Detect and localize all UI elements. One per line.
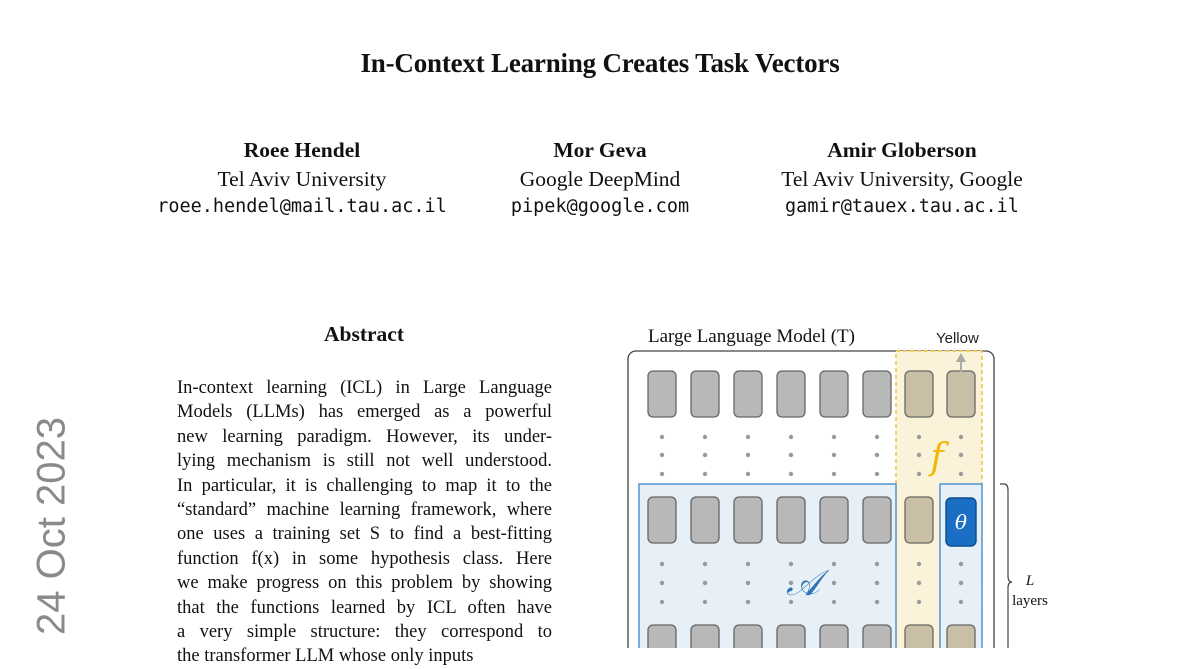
layer-ellipsis-dot xyxy=(789,472,793,476)
hidden-state-token xyxy=(734,497,762,543)
author-name: Amir Globerson xyxy=(827,138,977,162)
layer-ellipsis-dot xyxy=(875,562,879,566)
layer-ellipsis-dot xyxy=(959,581,963,585)
hidden-state-token xyxy=(777,625,805,648)
author-affiliation: Tel Aviv University xyxy=(217,166,387,191)
abstract-line: one uses a training set S to find a best-fitting xyxy=(177,524,552,545)
layer-ellipsis-dot xyxy=(703,435,707,439)
layer-ellipsis-dot xyxy=(875,600,879,604)
abstract-line: lying mechanism is still not well understood. xyxy=(177,451,552,472)
abstract-body xyxy=(177,376,552,669)
layer-ellipsis-dot xyxy=(917,472,921,476)
hidden-state-token xyxy=(734,625,762,648)
hidden-state-token xyxy=(777,371,805,417)
layer-ellipsis-dot xyxy=(746,435,750,439)
theta-symbol: θ xyxy=(954,510,968,534)
hidden-state-token xyxy=(820,497,848,543)
layer-ellipsis-dot xyxy=(660,435,664,439)
hidden-state-token xyxy=(820,625,848,648)
abstract-line: In particular, it is challenging to map it to the xyxy=(177,475,552,496)
layer-ellipsis-dot xyxy=(746,600,750,604)
abstract-line: Models (LLMs) has emerged as a powerful xyxy=(177,402,552,423)
hidden-state-token xyxy=(947,371,975,417)
layer-ellipsis-dot xyxy=(746,453,750,457)
layer-ellipsis-dot xyxy=(746,562,750,566)
author-email[interactable]: gamir@tauex.tau.ac.il xyxy=(785,196,1019,217)
author-name: Mor Geva xyxy=(553,138,647,162)
output-token-label: Yellow xyxy=(936,330,979,347)
layer-ellipsis-dot xyxy=(959,435,963,439)
author-name: Roee Hendel xyxy=(243,138,361,162)
abstract-heading: Abstract xyxy=(323,322,404,346)
abstract-line: new learning paradigm. However, its under- xyxy=(177,426,552,447)
hidden-state-token xyxy=(648,497,676,543)
hidden-state-token xyxy=(905,497,933,543)
layer-ellipsis-dot xyxy=(832,435,836,439)
abstract-line: the transformer LLM whose only inputs xyxy=(177,646,474,667)
layer-ellipsis-dot xyxy=(832,453,836,457)
layer-ellipsis-dot xyxy=(875,581,879,585)
layer-ellipsis-dot xyxy=(746,581,750,585)
abstract-line: that the functions learned by ICL often have xyxy=(177,597,552,618)
layer-ellipsis-dot xyxy=(660,453,664,457)
layer-ellipsis-dot xyxy=(789,453,793,457)
hidden-state-token xyxy=(648,625,676,648)
layer-ellipsis-dot xyxy=(917,453,921,457)
layer-ellipsis-dot xyxy=(959,562,963,566)
hidden-state-token xyxy=(863,371,891,417)
layer-ellipsis-dot xyxy=(875,472,879,476)
paper-title: In-Context Learning Creates Task Vectors xyxy=(360,48,840,78)
task-vector-figure xyxy=(620,318,1060,648)
layers-label-text: layers xyxy=(1012,593,1048,609)
layer-ellipsis-dot xyxy=(832,472,836,476)
layer-ellipsis-dot xyxy=(746,472,750,476)
layer-ellipsis-dot xyxy=(789,435,793,439)
layer-ellipsis-dot xyxy=(875,453,879,457)
hidden-state-token xyxy=(947,625,975,648)
layer-ellipsis-dot xyxy=(660,562,664,566)
layer-ellipsis-dot xyxy=(703,472,707,476)
abstract-line: “standard” machine learning framework, where xyxy=(177,500,552,521)
arxiv-side-date: 24 Oct 2023 xyxy=(29,417,74,635)
author-email[interactable]: pipek@google.com xyxy=(510,196,690,217)
layer-ellipsis-dot xyxy=(959,600,963,604)
figure-title: Large Language Model (T) xyxy=(648,326,855,347)
hidden-state-token xyxy=(777,497,805,543)
abstract-line: In-context learning (ICL) in Large Language xyxy=(177,378,552,398)
layer-ellipsis-dot xyxy=(832,600,836,604)
abstract-line: a very simple structure: they correspond to xyxy=(177,622,552,643)
layers-label-l: L xyxy=(1025,573,1035,589)
hidden-state-token xyxy=(691,497,719,543)
author-block-3 xyxy=(758,136,1046,222)
f-symbol: f xyxy=(930,437,944,478)
layer-ellipsis-dot xyxy=(660,472,664,476)
layer-ellipsis-dot xyxy=(660,581,664,585)
layer-ellipsis-dot xyxy=(875,435,879,439)
author-block-2 xyxy=(490,136,710,222)
hidden-state-token xyxy=(691,371,719,417)
author-affiliation: Google DeepMind xyxy=(519,166,681,191)
abstract-line: we make progress on this problem by showing xyxy=(177,573,552,594)
a-region xyxy=(639,484,896,648)
layer-ellipsis-dot xyxy=(703,453,707,457)
abstract-line: function f(x) in some hypothesis class. Here xyxy=(177,548,552,569)
author-block-1 xyxy=(140,136,464,222)
layer-ellipsis-dot xyxy=(660,600,664,604)
layer-ellipsis-dot xyxy=(917,435,921,439)
hidden-state-token xyxy=(905,625,933,648)
hidden-state-token xyxy=(691,625,719,648)
layer-ellipsis-dot xyxy=(959,453,963,457)
hidden-state-token xyxy=(905,371,933,417)
layer-ellipsis-dot xyxy=(917,562,921,566)
layer-ellipsis-dot xyxy=(832,581,836,585)
layer-ellipsis-dot xyxy=(703,562,707,566)
hidden-state-token xyxy=(863,497,891,543)
layer-ellipsis-dot xyxy=(703,581,707,585)
figure-diagram xyxy=(620,318,1060,648)
a-symbol: 𝒜 xyxy=(785,563,821,604)
author-email[interactable]: roee.hendel@mail.tau.ac.il xyxy=(157,196,447,217)
hidden-state-token xyxy=(863,625,891,648)
author-affiliation: Tel Aviv University, Google xyxy=(781,166,1023,191)
layer-ellipsis-dot xyxy=(959,472,963,476)
layers-brace xyxy=(1000,484,1012,648)
layer-ellipsis-dot xyxy=(832,562,836,566)
layer-ellipsis-dot xyxy=(703,600,707,604)
hidden-state-token xyxy=(820,371,848,417)
layer-ellipsis-dot xyxy=(917,581,921,585)
hidden-state-token xyxy=(734,371,762,417)
layer-ellipsis-dot xyxy=(917,600,921,604)
hidden-state-token xyxy=(648,371,676,417)
